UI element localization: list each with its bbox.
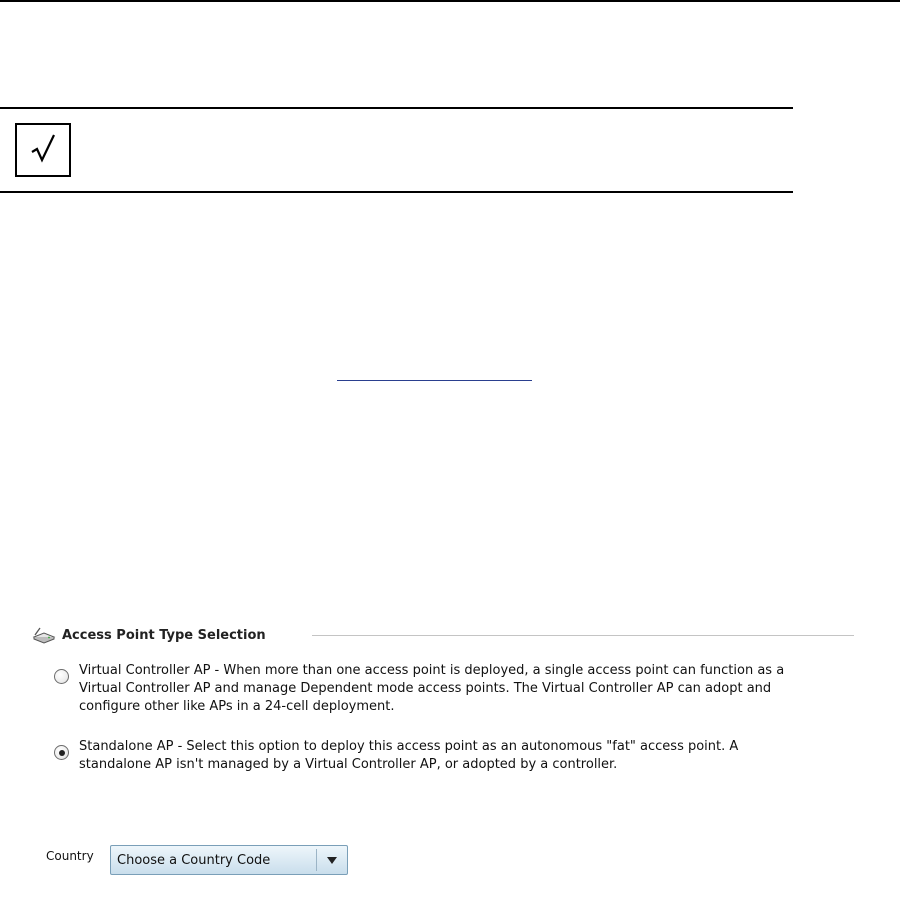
option-text-line: configure other like APs in a 24-cell deployment. [79,699,395,714]
note-checkmark-box [15,123,71,177]
option-text-line: standalone AP isn't managed by a Virtual Controller AP, or adopted by a controller. [79,757,618,772]
radio-selected-dot [59,750,65,756]
hyperlink-underline[interactable] [337,380,532,381]
standalone-ap-label[interactable] [79,738,869,774]
access-point-type-section-header [32,626,266,644]
virtual-controller-ap-radio[interactable] [54,669,69,684]
option-text-line: Standalone AP - Select this option to deploy this access point as an autonomous "fat" access point. A [79,739,739,754]
option-text-line: Virtual Controller AP and manage Dependent mode access points. The Virtual Controller AP can adopt and [79,681,772,696]
standalone-ap-radio[interactable] [54,745,69,760]
virtual-controller-ap-label[interactable] [79,662,879,716]
section-title: Access Point Type Selection [62,627,266,643]
access-point-icon [32,626,56,644]
country-select-value: Choose a Country Code [117,852,271,868]
note-bottom-rule [0,191,793,193]
note-top-rule [0,107,793,109]
country-select[interactable] [110,845,348,875]
country-label: Country [46,849,94,863]
checkmark-icon [17,125,69,175]
top-divider [0,0,900,2]
section-divider [312,635,854,636]
option-text-line: Virtual Controller AP - When more than one access point is deployed, a single access point can function as a [79,663,785,678]
chevron-down-icon[interactable] [317,857,347,864]
